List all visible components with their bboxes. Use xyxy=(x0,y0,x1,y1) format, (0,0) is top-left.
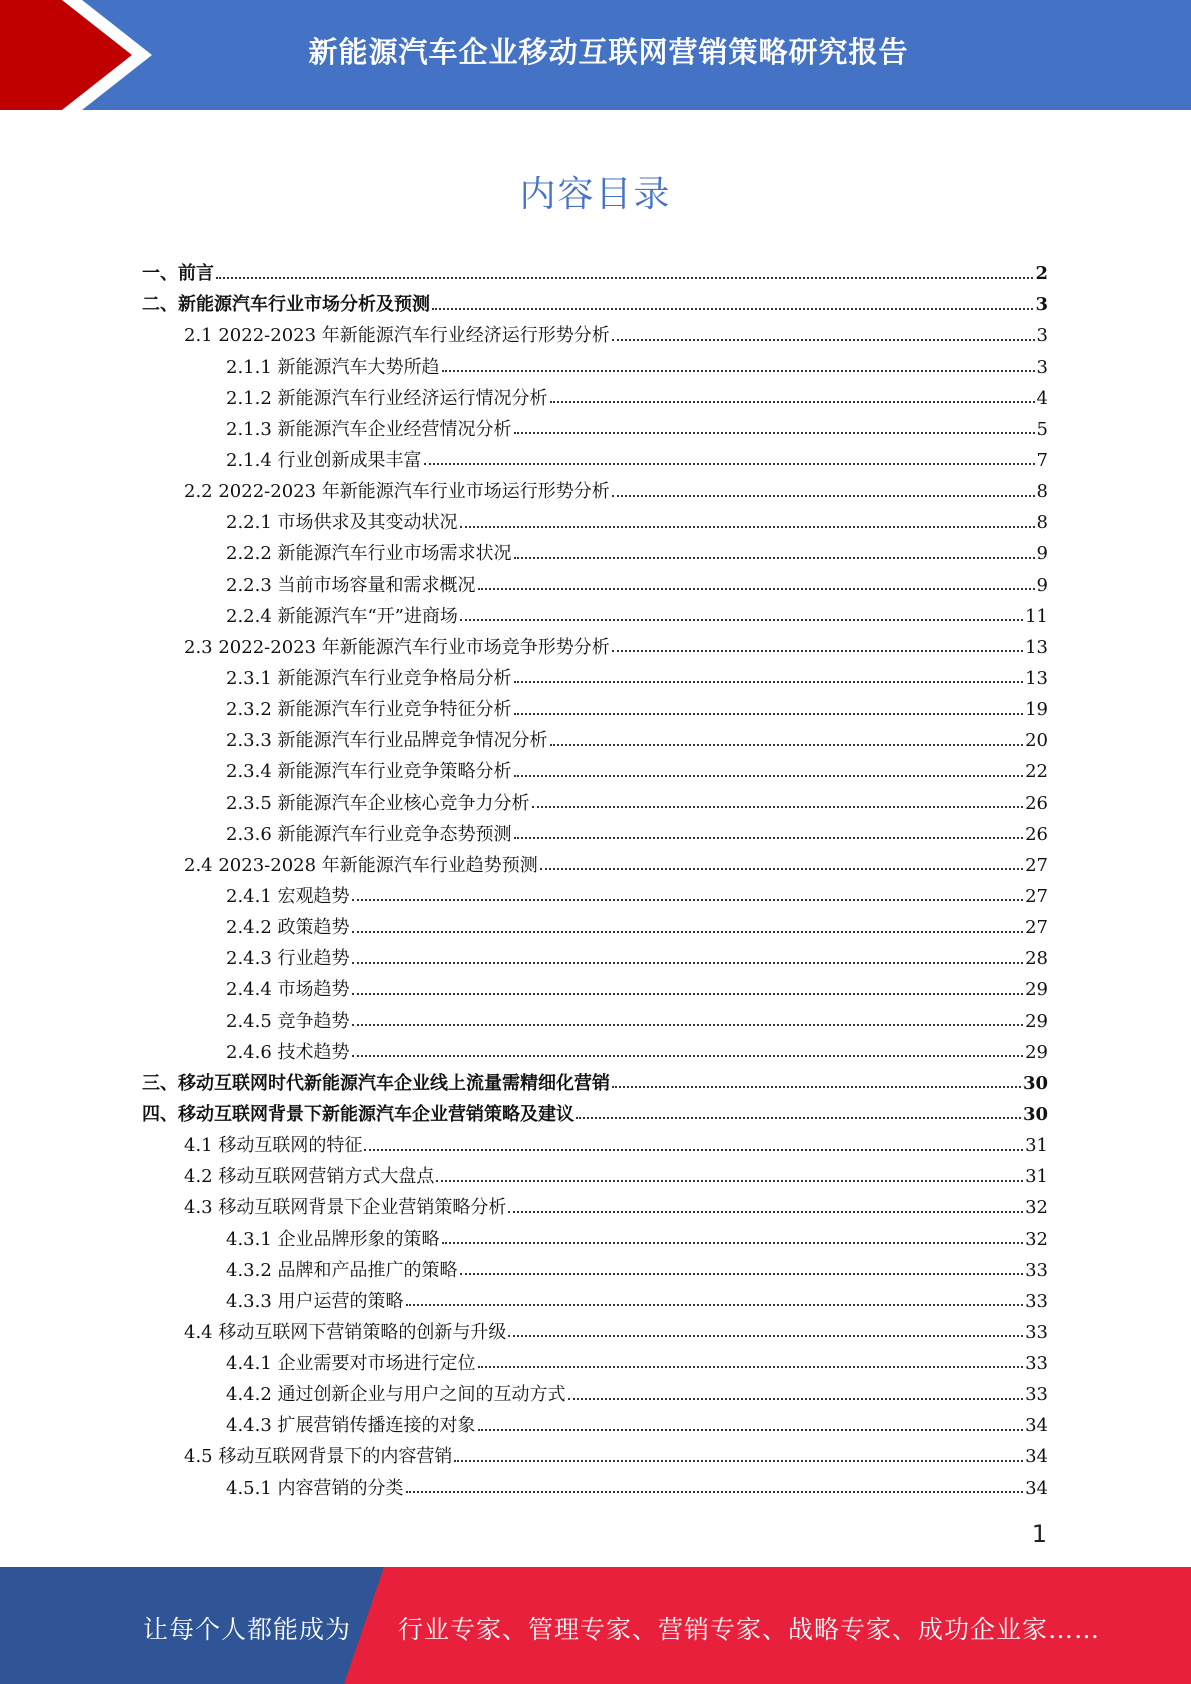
toc-entry-text: 2.2.4 新能源汽车“开”进商场 xyxy=(226,605,458,627)
toc-entry-text: 2.2.1 市场供求及其变动状况 xyxy=(226,512,458,534)
toc-dot-leader xyxy=(612,339,1035,341)
table-of-contents xyxy=(142,254,1048,1500)
toc-entry[interactable] xyxy=(142,254,1048,285)
toc-entry[interactable] xyxy=(142,503,1048,534)
report-title: 新能源汽车企业移动互联网营销策略研究报告 xyxy=(308,35,909,69)
toc-heading: 内容目录 xyxy=(519,174,672,215)
toc-entry[interactable] xyxy=(142,1313,1048,1344)
toc-entry[interactable] xyxy=(142,472,1048,503)
toc-entry[interactable] xyxy=(142,379,1048,410)
toc-entry[interactable] xyxy=(142,908,1048,939)
toc-entry[interactable] xyxy=(142,846,1048,877)
footer-banner xyxy=(0,1567,1191,1684)
toc-dot-leader xyxy=(612,650,1023,652)
toc-dot-leader xyxy=(436,1180,1023,1182)
toc-entry-text: 4.4.3 扩展营销传播连接的对象 xyxy=(226,1415,476,1437)
toc-entry[interactable] xyxy=(142,1219,1048,1250)
toc-dot-leader xyxy=(612,1086,1021,1088)
toc-entry-text: 2.2 2022-2023 年新能源汽车行业市场运行形势分析 xyxy=(184,481,610,503)
toc-entry-text: 2.3.5 新能源汽车企业核心竞争力分析 xyxy=(226,792,530,814)
toc-dot-leader xyxy=(442,370,1035,372)
toc-dot-leader xyxy=(352,962,1024,964)
toc-dot-leader xyxy=(352,931,1024,933)
toc-entry[interactable] xyxy=(142,1033,1048,1064)
toc-entry-text: 4.4.2 通过创新企业与用户之间的互动方式 xyxy=(226,1384,566,1406)
toc-entry[interactable] xyxy=(142,1437,1048,1468)
header-banner xyxy=(0,0,1191,110)
toc-entry-page: 30 xyxy=(1022,1072,1048,1094)
toc-dot-leader xyxy=(550,744,1024,746)
toc-entry[interactable] xyxy=(142,534,1048,565)
toc-entry-text: 2.4.6 技术趋势 xyxy=(226,1041,350,1063)
toc-entry-text: 2.4.4 市场趋势 xyxy=(226,979,350,1001)
toc-entry[interactable] xyxy=(142,1282,1048,1313)
toc-entry-text: 2.4.3 行业趋势 xyxy=(226,948,350,970)
toc-entry-page: 26 xyxy=(1025,823,1048,845)
toc-entry[interactable] xyxy=(142,1064,1048,1095)
toc-dot-leader xyxy=(550,401,1035,403)
toc-entry-page: 34 xyxy=(1025,1415,1048,1437)
toc-entry-page: 13 xyxy=(1025,667,1048,689)
toc-entry-page: 34 xyxy=(1025,1446,1048,1468)
toc-entry-text: 4.5 移动互联网背景下的内容营销 xyxy=(184,1446,453,1468)
toc-entry-text: 4.4.1 企业需要对市场进行定位 xyxy=(226,1353,476,1375)
toc-dot-leader xyxy=(514,837,1024,839)
toc-entry-page: 29 xyxy=(1025,979,1048,1001)
toc-entry[interactable] xyxy=(142,1406,1048,1437)
toc-entry-text: 2.3.3 新能源汽车行业品牌竞争情况分析 xyxy=(226,730,548,752)
toc-entry[interactable] xyxy=(142,1001,1048,1032)
toc-entry-text: 4.3.1 企业品牌形象的策略 xyxy=(226,1228,440,1250)
toc-dot-leader xyxy=(514,432,1035,434)
toc-entry-page: 34 xyxy=(1025,1477,1048,1499)
toc-entry-text: 2.3.6 新能源汽车行业竞争态势预测 xyxy=(226,823,512,845)
toc-entry[interactable] xyxy=(142,316,1048,347)
toc-entry-text: 4.3.3 用户运营的策略 xyxy=(226,1290,404,1312)
toc-entry-page: 4 xyxy=(1036,387,1048,409)
toc-entry-page: 8 xyxy=(1036,512,1048,534)
toc-entry-text: 4.4 移动互联网下营销策略的创新与升级 xyxy=(184,1321,507,1343)
toc-dot-leader xyxy=(424,463,1035,465)
toc-dot-leader xyxy=(514,713,1024,715)
toc-entry-page: 5 xyxy=(1036,418,1048,440)
toc-dot-leader xyxy=(352,1055,1024,1057)
toc-entry[interactable] xyxy=(142,690,1048,721)
toc-dot-leader xyxy=(514,775,1024,777)
toc-entry-page: 29 xyxy=(1025,1010,1048,1032)
toc-dot-leader xyxy=(514,557,1035,559)
toc-entry-page: 9 xyxy=(1036,543,1048,565)
footer-slogan-right: 行业专家、管理专家、营销专家、战略专家、成功企业家…… xyxy=(398,1615,1101,1644)
toc-entry-page: 31 xyxy=(1025,1135,1048,1157)
toc-entry[interactable] xyxy=(142,877,1048,908)
toc-entry[interactable] xyxy=(142,1468,1048,1499)
toc-dot-leader xyxy=(508,1211,1023,1213)
toc-dot-leader xyxy=(460,526,1035,528)
toc-entry[interactable] xyxy=(142,597,1048,628)
toc-entry-page: 27 xyxy=(1025,854,1048,876)
toc-entry-page: 33 xyxy=(1025,1321,1048,1343)
toc-entry-text: 2.3 2022-2023 年新能源汽车行业市场竞争形势分析 xyxy=(184,636,610,658)
toc-entry-page: 22 xyxy=(1025,761,1048,783)
toc-dot-leader xyxy=(540,868,1023,870)
toc-entry[interactable] xyxy=(142,659,1048,690)
toc-entry-text: 2.4.5 竞争趋势 xyxy=(226,1010,350,1032)
toc-entry-page: 3 xyxy=(1035,294,1048,316)
toc-entry-text: 一、前言 xyxy=(142,263,214,285)
toc-dot-leader xyxy=(576,1117,1021,1119)
toc-entry-text: 四、移动互联网背景下新能源汽车企业营销策略及建议 xyxy=(142,1103,574,1125)
toc-entry-page: 33 xyxy=(1025,1384,1048,1406)
toc-dot-leader xyxy=(364,1149,1023,1151)
toc-entry-page: 33 xyxy=(1025,1259,1048,1281)
toc-entry-text: 4.5.1 内容营销的分类 xyxy=(226,1477,404,1499)
toc-dot-leader xyxy=(478,1429,1024,1431)
toc-dot-leader xyxy=(352,993,1024,995)
toc-entry-page: 7 xyxy=(1036,449,1048,471)
toc-entry-page: 27 xyxy=(1025,885,1048,907)
toc-entry[interactable] xyxy=(142,1126,1048,1157)
toc-entry-text: 4.3.2 品牌和产品推广的策略 xyxy=(226,1259,458,1281)
toc-entry-text: 4.1 移动互联网的特征 xyxy=(184,1135,363,1157)
toc-dot-leader xyxy=(508,1335,1023,1337)
toc-dot-leader xyxy=(460,619,1023,621)
toc-dot-leader xyxy=(442,1242,1024,1244)
toc-entry[interactable] xyxy=(142,1095,1048,1126)
toc-entry-page: 29 xyxy=(1025,1041,1048,1063)
page-number: 1 xyxy=(1031,1520,1047,1548)
toc-entry-page: 26 xyxy=(1025,792,1048,814)
toc-dot-leader xyxy=(514,681,1024,683)
toc-entry-text: 2.1.2 新能源汽车行业经济运行情况分析 xyxy=(226,387,548,409)
toc-entry-page: 3 xyxy=(1036,325,1048,347)
toc-entry-page: 13 xyxy=(1025,636,1048,658)
toc-entry-page: 30 xyxy=(1022,1103,1048,1125)
toc-dot-leader xyxy=(406,1304,1024,1306)
toc-entry-page: 31 xyxy=(1025,1166,1048,1188)
toc-entry-text: 2.3.1 新能源汽车行业竞争格局分析 xyxy=(226,667,512,689)
toc-entry-text: 2.1 2022-2023 年新能源汽车行业经济运行形势分析 xyxy=(184,325,610,347)
toc-dot-leader xyxy=(432,308,1033,310)
toc-dot-leader xyxy=(532,806,1024,808)
toc-entry-text: 2.1.3 新能源汽车企业经营情况分析 xyxy=(226,418,512,440)
toc-entry[interactable] xyxy=(142,628,1048,659)
toc-dot-leader xyxy=(612,495,1035,497)
toc-entry[interactable] xyxy=(142,347,1048,378)
toc-entry-text: 4.2 移动互联网营销方式大盘点 xyxy=(184,1166,435,1188)
toc-entry-page: 28 xyxy=(1025,948,1048,970)
toc-dot-leader xyxy=(352,899,1024,901)
toc-entry-page: 19 xyxy=(1025,699,1048,721)
toc-entry-page: 20 xyxy=(1025,730,1048,752)
toc-entry[interactable] xyxy=(142,752,1048,783)
toc-entry[interactable] xyxy=(142,565,1048,596)
toc-entry[interactable] xyxy=(142,815,1048,846)
toc-entry-text: 二、新能源汽车行业市场分析及预测 xyxy=(142,294,430,316)
toc-entry-page: 2 xyxy=(1035,263,1048,285)
toc-entry-text: 2.4.2 政策趋势 xyxy=(226,917,350,939)
toc-entry-page: 8 xyxy=(1036,481,1048,503)
toc-entry-text: 2.1.4 行业创新成果丰富 xyxy=(226,449,422,471)
toc-entry-text: 4.3 移动互联网背景下企业营销策略分析 xyxy=(184,1197,507,1219)
toc-entry-page: 32 xyxy=(1025,1228,1048,1250)
toc-entry-text: 2.4 2023-2028 年新能源汽车行业趋势预测 xyxy=(184,854,538,876)
toc-entry[interactable] xyxy=(142,1344,1048,1375)
toc-entry-page: 33 xyxy=(1025,1290,1048,1312)
toc-dot-leader xyxy=(460,1273,1024,1275)
toc-entry-page: 33 xyxy=(1025,1353,1048,1375)
toc-entry[interactable] xyxy=(142,1188,1048,1219)
toc-dot-leader xyxy=(478,1366,1024,1368)
toc-entry-page: 11 xyxy=(1025,605,1048,627)
toc-dot-leader xyxy=(216,277,1033,279)
toc-entry[interactable] xyxy=(142,1375,1048,1406)
toc-entry-page: 27 xyxy=(1025,917,1048,939)
toc-entry-page: 9 xyxy=(1036,574,1048,596)
toc-entry-text: 2.3.4 新能源汽车行业竞争策略分析 xyxy=(226,761,512,783)
toc-entry[interactable] xyxy=(142,1251,1048,1282)
toc-dot-leader xyxy=(478,588,1035,590)
toc-entry-text: 2.1.1 新能源汽车大势所趋 xyxy=(226,356,440,378)
toc-entry-page: 3 xyxy=(1036,356,1048,378)
toc-entry[interactable] xyxy=(142,783,1048,814)
toc-entry[interactable] xyxy=(142,410,1048,441)
toc-dot-leader xyxy=(568,1398,1024,1400)
toc-entry[interactable] xyxy=(142,441,1048,472)
toc-entry-text: 2.3.2 新能源汽车行业竞争特征分析 xyxy=(226,699,512,721)
toc-entry-text: 2.2.2 新能源汽车行业市场需求状况 xyxy=(226,543,512,565)
toc-entry-text: 三、移动互联网时代新能源汽车企业线上流量需精细化营销 xyxy=(142,1072,610,1094)
toc-entry-text: 2.4.1 宏观趋势 xyxy=(226,885,350,907)
toc-entry-page: 32 xyxy=(1025,1197,1048,1219)
toc-entry[interactable] xyxy=(142,721,1048,752)
toc-dot-leader xyxy=(352,1024,1024,1026)
toc-entry[interactable] xyxy=(142,285,1048,316)
toc-entry[interactable] xyxy=(142,970,1048,1001)
toc-dot-leader xyxy=(406,1491,1024,1493)
toc-entry[interactable] xyxy=(142,1157,1048,1188)
toc-dot-leader xyxy=(454,1460,1023,1462)
footer-slogan-left: 让每个人都能成为 xyxy=(143,1615,352,1644)
toc-entry-text: 2.2.3 当前市场容量和需求概况 xyxy=(226,574,476,596)
toc-entry[interactable] xyxy=(142,939,1048,970)
